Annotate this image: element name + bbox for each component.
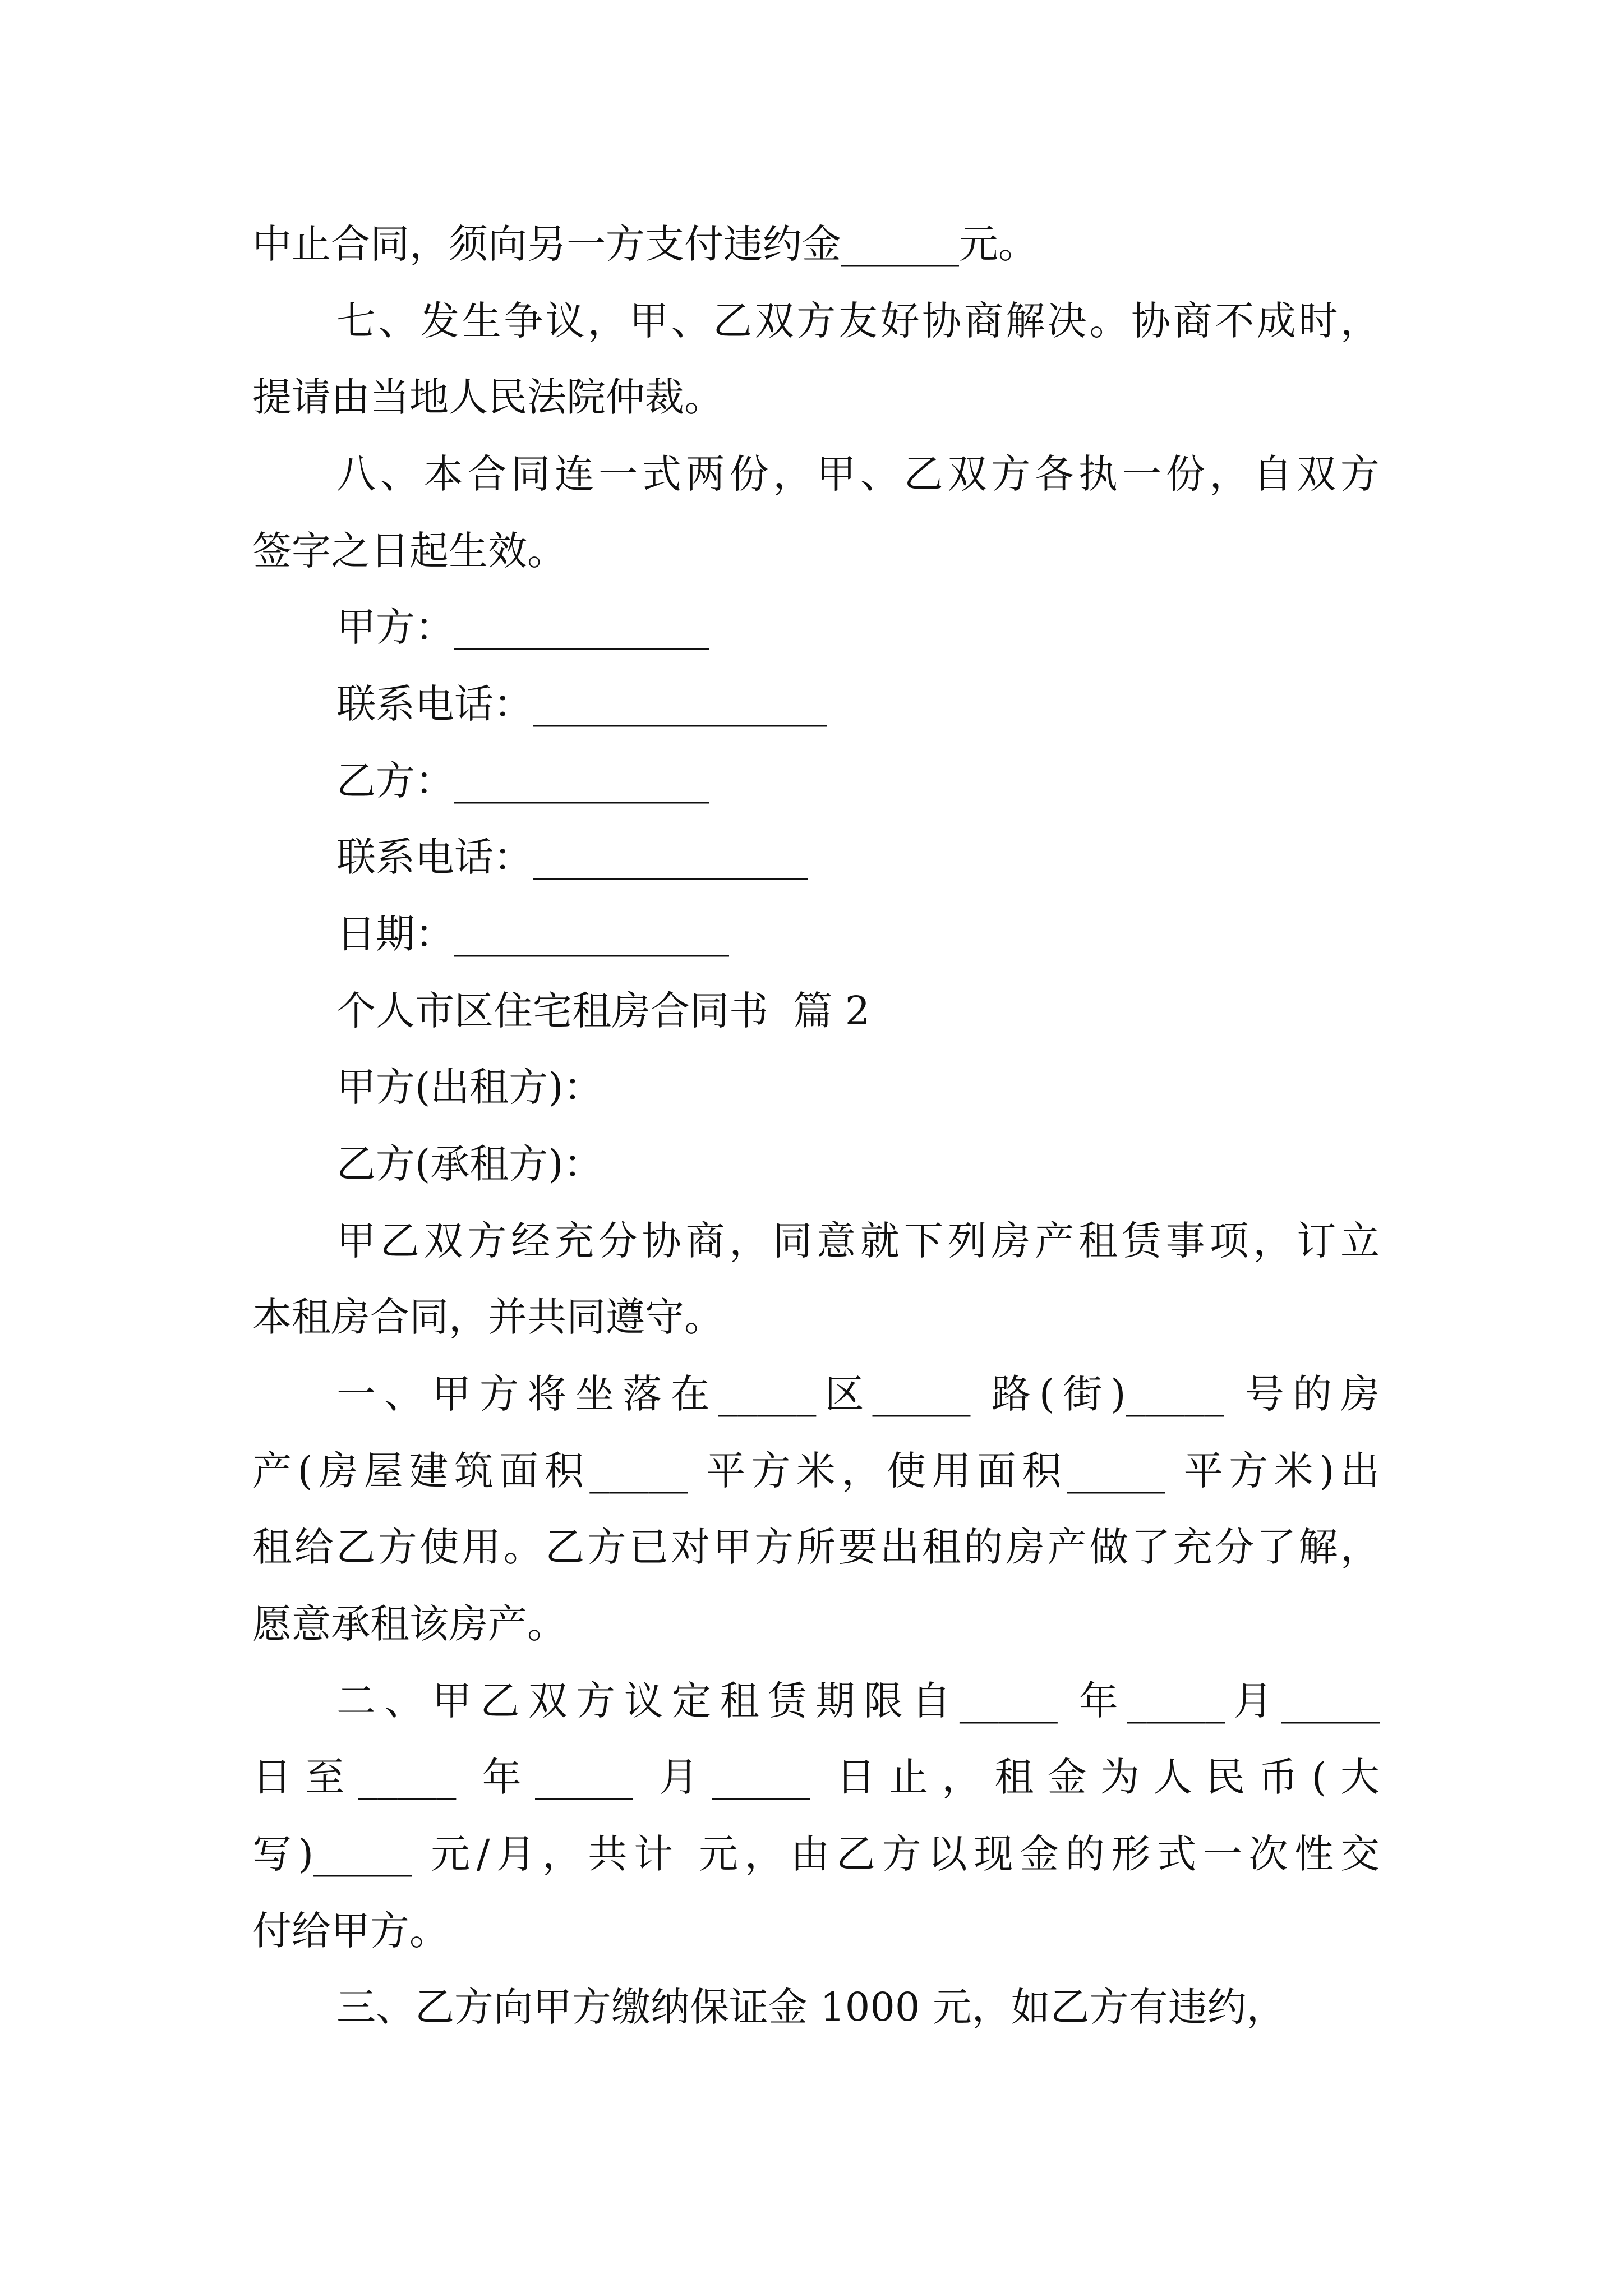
text-line: 提请由当地人民法院仲裁。 — [252, 374, 723, 420]
signature-date: 日期：______________ — [336, 911, 729, 957]
text-line: 本租房合同，并共同遵守。 — [252, 1294, 723, 1340]
text-line: 一、甲方将坐落在_____区_____ 路(街)_____ 号的房 — [336, 1371, 1380, 1417]
signature-phone-a: 联系电话：_______________ — [336, 681, 827, 727]
signature-party-b: 乙方：_____________ — [336, 758, 709, 804]
text-line: 写)_____ 元/月，共计 元，由乙方以现金的形式一次性交 — [252, 1831, 1380, 1877]
text-line: 付给甲方。 — [252, 1908, 449, 1954]
section-heading: 个人市区住宅租房合同书 篇 2 — [336, 988, 870, 1034]
text-line: 愿意承租该房产。 — [252, 1601, 566, 1647]
text-line: 签字之日起生效。 — [252, 528, 566, 574]
party-a-label: 甲方(出租方)： — [336, 1064, 603, 1110]
signature-phone-b: 联系电话：______________ — [336, 834, 808, 880]
text-line: 租给乙方使用。乙方已对甲方所要出租的房产做了充分了解， — [252, 1524, 1380, 1570]
party-b-label: 乙方(承租方)： — [336, 1141, 603, 1187]
text-line: 中止合同，须向另一方支付违约金______元。 — [252, 221, 1038, 267]
text-line: 三、乙方向甲方缴纳保证金 1000 元，如乙方有违约， — [336, 1984, 1286, 2030]
text-line: 八、本合同连一式两份，甲、乙双方各执一份，自双方 — [336, 451, 1380, 497]
text-line: 七、发生争议，甲、乙双方友好协商解决。协商不成时， — [336, 298, 1380, 344]
signature-party-a: 甲方：_____________ — [336, 604, 709, 650]
text-line: 产(房屋建筑面积_____ 平方米，使用面积_____ 平方米)出 — [252, 1448, 1380, 1494]
text-line: 甲乙双方经充分协商，同意就下列房产租赁事项，订立 — [336, 1218, 1380, 1264]
text-line: 日至_____ 年_____ 月_____ 日止，租金为人民币(大 — [252, 1754, 1380, 1800]
text-line: 二、甲乙双方议定租赁期限自_____ 年_____月_____ — [336, 1678, 1380, 1724]
